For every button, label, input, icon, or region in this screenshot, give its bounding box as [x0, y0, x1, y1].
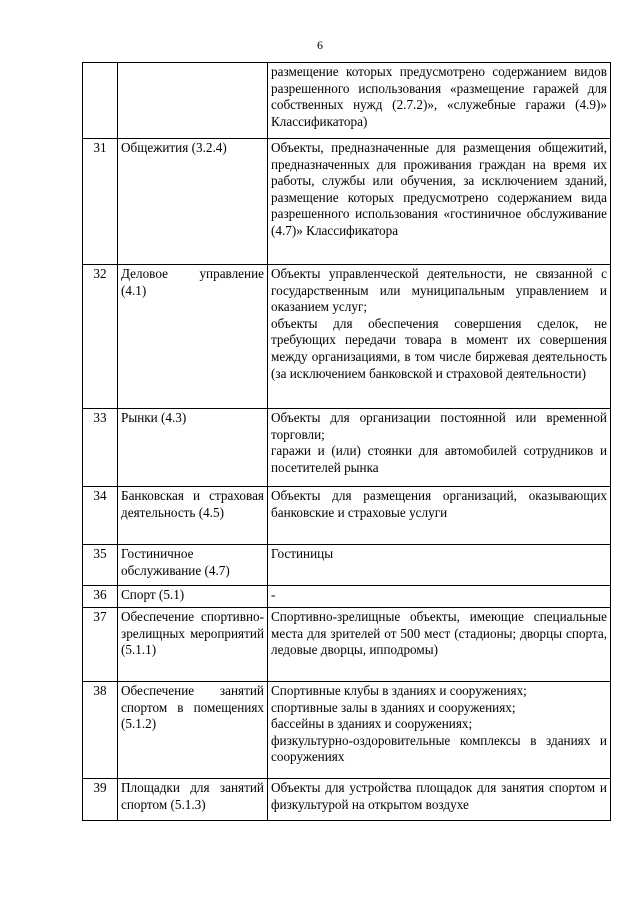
description-line: Объекты для организации постоянной или временной торговли;	[271, 410, 607, 442]
land-use-type: Обеспечение занятий спортом в помещениях (5.1.2)	[118, 682, 268, 779]
description-line: Объекты для устройства площадок для занятия спортом и физкультурой на открытом воздухе	[271, 780, 607, 812]
row-number: 34	[83, 487, 118, 545]
row-number: 32	[83, 265, 118, 409]
table-row	[83, 608, 611, 682]
description-line: -	[271, 587, 276, 602]
description-line: спортивные залы в зданиях и сооружениях;	[271, 699, 516, 715]
permitted-objects	[268, 63, 611, 139]
description-line: размещение которых предусмотрено содержанием видов разрешенного использования «размещение гаражей для собственных нужд (2.7.2)», «служебные гаражи (4.9)» Классификатора)	[271, 64, 607, 129]
description-line: физкультурно-оздоровительные комплексы в зданиях и сооружениях	[271, 732, 607, 765]
table-row	[83, 545, 611, 586]
row-number: 37	[83, 608, 118, 682]
table-row	[83, 487, 611, 545]
land-use-type	[118, 63, 268, 139]
permitted-objects	[268, 608, 611, 682]
permitted-objects	[268, 139, 611, 265]
land-use-type: Гостиничное обслуживание (4.7)	[118, 545, 268, 586]
description-line: Объекты для размещения организаций, оказывающих банковские и страховые услуги	[271, 488, 607, 520]
permitted-objects	[268, 487, 611, 545]
permitted-objects	[268, 682, 611, 779]
description-line: Спортивно-зрелищные объекты, имеющие специальные места для зрителей от 500 мест (стадионы; дворцы спорта, ледовые дворцы, ипподромы)	[271, 609, 607, 658]
land-use-type: Площадки для занятий спортом (5.1.3)	[118, 779, 268, 821]
description-line: Гостиницы	[271, 546, 334, 561]
description-line: Объекты, предназначенные для размещения общежитий, предназначенных для проживания граждан на время их работы, службы или обучения, за исключением зданий, размещение которых предусмотрено содержанием вида разрешенного использования «гостиничное обслуживание (4.7)» Классификатора	[271, 140, 607, 238]
row-number: 39	[83, 779, 118, 821]
permitted-objects	[268, 545, 611, 586]
land-use-type: Спорт (5.1)	[118, 586, 268, 608]
land-use-type: Рынки (4.3)	[118, 409, 268, 487]
row-number: 38	[83, 682, 118, 779]
table-row	[83, 139, 611, 265]
row-number	[83, 63, 118, 139]
permitted-objects	[268, 779, 611, 821]
land-use-type: Деловое управление (4.1)	[118, 265, 268, 409]
table-row	[83, 63, 611, 139]
permitted-objects	[268, 265, 611, 409]
land-use-type: Банковская и страховая деятельность (4.5)	[118, 487, 268, 545]
description-line: бассейны в зданиях и сооружениях;	[271, 716, 473, 732]
description-line: объекты для обеспечения совершения сделок, не требующих передачи товара в момент их совершения между организациями, в том числе биржевая деятельность (за исключением банковской и страховой деятельности)	[271, 315, 607, 381]
row-number: 33	[83, 409, 118, 487]
description-line: Спортивные клубы в зданиях и сооружениях;	[271, 683, 527, 698]
table-row	[83, 779, 611, 821]
land-use-type: Обеспечение спортивно-зрелищных мероприятий (5.1.1)	[118, 608, 268, 682]
permitted-objects	[268, 409, 611, 487]
description-line: гаражи и (или) стоянки для автомобилей сотрудников и посетителей рынка	[271, 443, 607, 475]
permitted-objects	[268, 586, 611, 608]
table-row	[83, 265, 611, 409]
table-row	[83, 682, 611, 779]
land-use-type: Общежития (3.2.4)	[118, 139, 268, 265]
page-number: 6	[317, 38, 323, 52]
row-number: 35	[83, 545, 118, 586]
land-use-table	[82, 62, 611, 821]
row-number: 36	[83, 586, 118, 608]
description-line: Объекты управленческой деятельности, не связанной с государственным или муниципальным управлением и оказанием услуг;	[271, 266, 607, 315]
table-row	[83, 586, 611, 608]
row-number: 31	[83, 139, 118, 265]
table-row	[83, 409, 611, 487]
